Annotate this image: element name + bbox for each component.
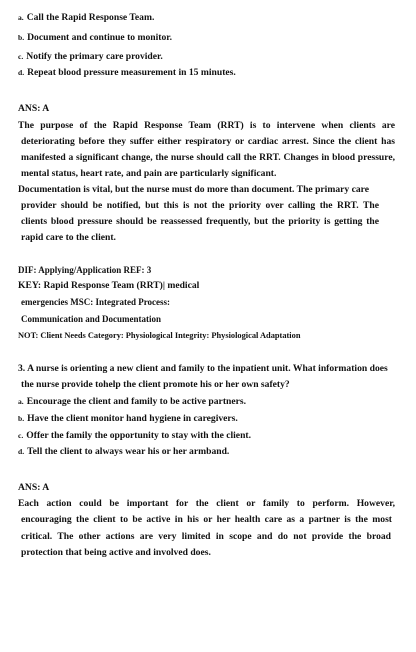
option-letter: d.	[18, 68, 25, 77]
option-text: Document and continue to monitor.	[27, 32, 173, 43]
option-letter: b.	[18, 414, 25, 423]
meta-not: NOT: Client Needs Category: Physiological Integrity: Physiological Adaptation	[18, 331, 301, 340]
rationale-line: manifested a significant change, the nurse should call the RRT. Changes in blood pressure,	[21, 152, 395, 163]
question-stem: 3. A nurse is orienting a new client and family to the inpatient unit. What information does	[18, 363, 388, 374]
option-letter: c.	[18, 52, 24, 61]
option-text: Offer the family the opportunity to stay with the client.	[26, 430, 251, 441]
meta-msc: Communication and Documentation	[21, 314, 162, 324]
option-text: Notify the primary care provider.	[26, 51, 163, 62]
option-text: Repeat blood pressure measurement in 15 minutes.	[27, 67, 236, 78]
option-letter: a.	[18, 397, 24, 406]
option-c	[18, 428, 251, 445]
meta-dif: DIF: Applying/Application REF: 3	[18, 265, 152, 275]
option-letter: d.	[18, 447, 25, 456]
answer-label: ANS: A	[18, 482, 50, 493]
option-text: Have the client monitor hand hygiene in caregivers.	[27, 413, 238, 424]
meta-key-cont: emergencies MSC: Integrated Process:	[21, 297, 171, 307]
rationale-line: clients blood pressure should be reassessed frequently, but the priority is getting the	[21, 216, 379, 227]
option-letter: c.	[18, 431, 24, 440]
rationale-line: deteriorating before they suffer either respiratory or cardiac arrest. Since the client has	[21, 136, 395, 147]
option-a	[18, 394, 246, 411]
meta-key: KEY: Rapid Response Team (RRT)| medical	[18, 280, 200, 291]
option-b	[18, 30, 172, 47]
rationale-line: mental status, heart rate, and pain are particularly significant.	[21, 168, 277, 179]
option-text: Call the Rapid Response Team.	[26, 12, 155, 23]
rationale-line: protection that being active and involved does.	[21, 547, 211, 558]
rationale-line: encouraging the client to be active in his or her health care as a partner is the most	[21, 514, 392, 525]
option-d	[18, 444, 229, 461]
rationale-line: rapid care to the client.	[21, 232, 116, 243]
question-stem: the nurse provide tohelp the client promote his or her own safety?	[21, 379, 290, 390]
option-d	[18, 65, 236, 82]
rationale-line: Each action could be important for the client or family to perform. However,	[18, 498, 395, 509]
rationale-line: critical. The other actions are very limited in scope and do not provide the broad	[21, 531, 391, 542]
option-c	[18, 49, 163, 66]
option-text: Encourage the client and family to be active partners.	[26, 396, 246, 407]
option-b	[18, 411, 238, 428]
option-letter: a.	[18, 13, 24, 22]
rationale-line: Documentation is vital, but the nurse must do more than document. The primary care	[18, 184, 369, 195]
option-text: Tell the client to always wear his or her armband.	[27, 446, 230, 457]
option-letter: b.	[18, 33, 25, 42]
answer-label: ANS: A	[18, 103, 50, 114]
option-a	[18, 10, 154, 27]
rationale-line: The purpose of the Rapid Response Team (RRT) is to intervene when clients are	[18, 120, 395, 131]
rationale-line: provider should be notified, but this is not the priority over calling the RRT. The	[21, 200, 379, 211]
